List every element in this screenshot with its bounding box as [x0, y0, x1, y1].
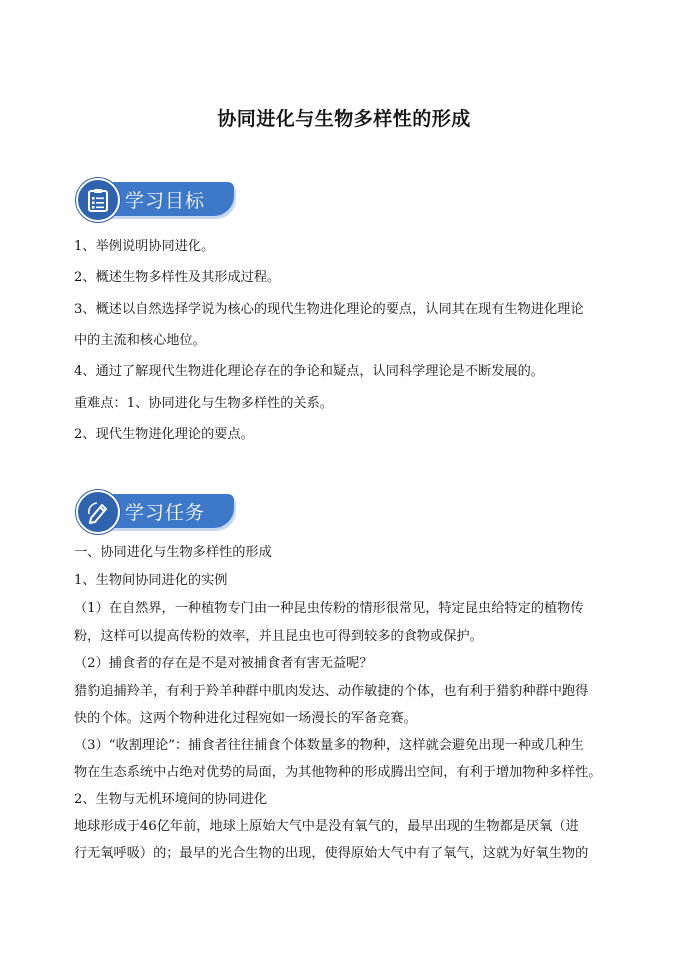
clipboard-list-icon — [87, 188, 109, 212]
text-line: 中的主流和核心地位。 — [74, 333, 206, 348]
text-line: 物在生态系统中占绝对优势的局面，为其他物种的形成腾出空间，有利于增加物种多样性。 — [74, 765, 602, 780]
text-line: 2、生物与无机环境间的协同进化 — [74, 792, 268, 807]
section-heading-learning-goals — [76, 178, 234, 220]
text-line: （2）捕食者的存在是不是对被捕食者有害无益呢？ — [74, 656, 373, 671]
text-line: 重难点：1、协同进化与生物多样性的关系。 — [74, 396, 333, 411]
text-line: 行无氧呼吸）的；最早的光合生物的出现，使得原始大气中有了氧气，这就为好氧生物的 — [74, 846, 589, 861]
text-line: 1、生物间协同进化的实例 — [74, 573, 228, 588]
text-line: 2、现代生物进化理论的要点。 — [74, 427, 254, 442]
heading-label: 学习目标 — [125, 190, 206, 212]
text-line: 3、概述以自然选择学说为核心的现代生物进化理论的要点，认同其在现有生物进化理论 — [74, 302, 584, 317]
text-line: （3）“收割理论”：捕食者往往捕食个体数量多的物种，这样就会避免出现一种或几种生 — [74, 738, 584, 753]
text-line: 4、通过了解现代生物进化理论存在的争论和疑点，认同科学理论是不断发展的。 — [74, 364, 544, 379]
section-heading-learning-tasks — [76, 490, 234, 532]
heading-label: 学习任务 — [125, 502, 206, 524]
text-line: 快的个体。这两个物种进化过程宛如一场漫长的军备竞赛。 — [74, 711, 417, 726]
page-title: 协同进化与生物多样性的形成 — [217, 108, 471, 130]
text-line: 地球形成于46亿年前，地球上原始大气中是没有氧气的，最早出现的生物都是厌氧（进 — [74, 819, 579, 834]
pencil-edit-icon — [87, 500, 109, 524]
text-line: （1）在自然界，一种植物专门由一种昆虫传粉的情形很常见，特定昆虫给特定的植物传 — [74, 601, 584, 616]
heading-icon-circle — [76, 178, 120, 222]
text-line: 猎豹追捕羚羊，有利于羚羊种群中肌肉发达、动作敏捷的个体，也有利于猎豹种群中跑得 — [74, 684, 589, 699]
heading-icon-circle — [76, 490, 120, 534]
text-line: 一、协同进化与生物多样性的形成 — [74, 545, 272, 560]
text-line: 2、概述生物多样性及其形成过程。 — [74, 270, 281, 285]
text-line: 粉，这样可以提高传粉的效率，并且昆虫也可得到较多的食物或保护。 — [74, 629, 483, 644]
text-line: 1、举例说明协同进化。 — [74, 239, 215, 254]
